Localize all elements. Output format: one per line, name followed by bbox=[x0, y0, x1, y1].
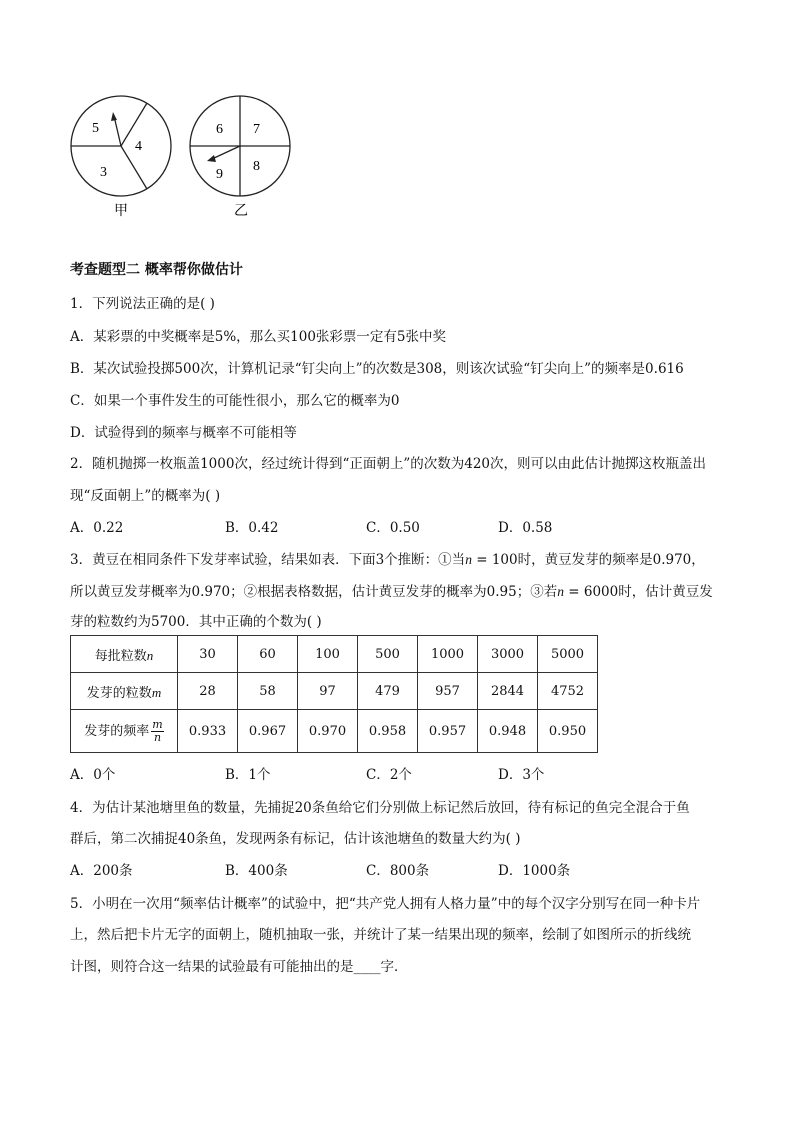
q3-line-2-var: n bbox=[557, 584, 564, 599]
q3-option-a: A．0个 bbox=[70, 767, 116, 783]
spinner-yi-sector-6: 6 bbox=[216, 122, 223, 137]
table-cell: 479 bbox=[358, 673, 418, 710]
q4-line-1: 4．为估计某池塘里鱼的数量，先捕捉20条鱼给它们分别做上标记然后放回，待有标记的鱼完全混合于鱼 bbox=[70, 800, 690, 816]
spinner-jia-pointer bbox=[114, 116, 121, 146]
spinner-jia-sector-4: 4 bbox=[135, 139, 142, 154]
q5-line-1: 5．小明在一次用“频率估计概率”的试验中，把“共产党人拥有人格力量”中的每个汉字分别写在同一种卡片 bbox=[70, 896, 701, 912]
q2-line-1: 2．随机抛掷一枚瓶盖1000次，经过统计得到“正面朝上”的次数为420次，则可以由此估计抛掷这枚瓶盖出 bbox=[70, 456, 707, 472]
q3-option-b: B．1个 bbox=[225, 767, 271, 783]
q1-option-c: C．如果一个事件发生的可能性很小，那么它的概率为0 bbox=[70, 393, 400, 409]
table-cell: 30 bbox=[178, 636, 238, 673]
fraction-m-over-n: $\frac{m}{n}$ bbox=[152, 717, 163, 744]
table-cell: 957 bbox=[418, 673, 478, 710]
q1-option-a: A．某彩票的中奖概率是5%，那么买100张彩票一定有5张中奖 bbox=[70, 329, 447, 345]
table-row bbox=[71, 710, 598, 753]
q4-option-b: B．400条 bbox=[225, 863, 288, 879]
section-title: 考查题型二 概率帮你做估计 bbox=[70, 262, 243, 278]
q1-stem: 1．下列说法正确的是( ) bbox=[70, 296, 215, 312]
spinner-jia bbox=[71, 96, 171, 219]
table-cell: 0.957 bbox=[418, 710, 478, 753]
spinner-yi-sector-8: 8 bbox=[253, 159, 260, 174]
q2-option-b: B．0.42 bbox=[225, 520, 279, 536]
q2-option-c: C．0.50 bbox=[366, 520, 420, 536]
q1-option-b: B．某次试验投掷500次，计算机记录“钉尖向上”的次数是308，则该次试验“钉尖向上”的频率是0.616 bbox=[70, 361, 684, 377]
table-row bbox=[71, 673, 598, 710]
table-cell: 2844 bbox=[478, 673, 538, 710]
q3-line-2-text-b: = 6000时，估计黄豆发 bbox=[563, 584, 713, 600]
q3-line-3: 芽的粒数约为5700．其中正确的个数为( ) bbox=[70, 614, 322, 630]
table-cell: 3000 bbox=[478, 636, 538, 673]
q5-line-2: 上，然后把卡片无字的面朝上，随机抽取一张，并统计了某一结果出现的频率，绘制了如图所示的折线统 bbox=[70, 927, 691, 943]
germination-table bbox=[70, 635, 598, 753]
table-cell: 1000 bbox=[418, 636, 478, 673]
q3-line-1 bbox=[70, 548, 705, 568]
spinner-yi-sector-7: 7 bbox=[253, 122, 260, 137]
spinner-yi-pointer bbox=[212, 146, 240, 159]
table-cell: 28 bbox=[178, 673, 238, 710]
q3-line-1-text-b: = 100时，黄豆发芽的频率是0.970， bbox=[471, 552, 705, 568]
spinner-yi-caption: 乙 bbox=[234, 204, 248, 219]
table-cell: 0.970 bbox=[298, 710, 358, 753]
q3-line-1-var: n bbox=[465, 552, 472, 567]
q4-option-c: C．800条 bbox=[366, 863, 430, 879]
table-cell: 0.958 bbox=[358, 710, 418, 753]
table-cell: 500 bbox=[358, 636, 418, 673]
table-cell: 0.967 bbox=[238, 710, 298, 753]
row-header-frequency: 发芽的频率 $\frac{m}{n}$ bbox=[71, 710, 178, 753]
q2-option-a: A．0.22 bbox=[70, 520, 124, 536]
spinner-jia-sector-5: 5 bbox=[92, 121, 99, 136]
table-cell: 0.948 bbox=[478, 710, 538, 753]
row-header-batch-size: 每批粒数n bbox=[71, 636, 178, 673]
q4-line-2: 群后，第二次捕捉40条鱼，发现两条有标记，估计该池塘鱼的数量大约为( ) bbox=[70, 831, 521, 847]
table-cell: 5000 bbox=[538, 636, 598, 673]
table-cell: 100 bbox=[298, 636, 358, 673]
table-cell: 0.933 bbox=[178, 710, 238, 753]
q3-line-2-text-a: 所以黄豆发芽概率为0.970；②根据表格数据，估计黄豆发芽的概率为0.95；③若 bbox=[70, 584, 558, 600]
spinner-jia-sector-3: 3 bbox=[100, 165, 107, 180]
spinner-yi-sector-9: 9 bbox=[216, 167, 223, 182]
spinner-figures bbox=[0, 0, 794, 230]
q2-option-d: D．0.58 bbox=[498, 520, 553, 536]
q3-line-1-text-a: 3．黄豆在相同条件下发芽率试验，结果如表．下面3个推断：①当 bbox=[70, 552, 466, 568]
q3-option-d: D．3个 bbox=[498, 767, 545, 783]
q4-option-d: D．1000条 bbox=[498, 863, 571, 879]
q2-line-2: 现“反面朝上”的概率为( ) bbox=[70, 488, 221, 504]
table-cell: 4752 bbox=[538, 673, 598, 710]
q5-line-3: 计图，则符合这一结果的试验最有可能抽出的是____字． bbox=[70, 959, 408, 975]
q4-option-a: A．200条 bbox=[70, 863, 133, 879]
row-header-germinated: 发芽的粒数m bbox=[71, 673, 178, 710]
table-row bbox=[71, 636, 598, 673]
q1-option-d: D．试验得到的频率与概率不可能相等 bbox=[70, 425, 297, 441]
table-cell: 0.950 bbox=[538, 710, 598, 753]
spinner-jia-caption: 甲 bbox=[114, 204, 128, 219]
spinner-yi bbox=[190, 96, 290, 219]
q3-option-c: C．2个 bbox=[366, 767, 412, 783]
table-cell: 58 bbox=[238, 673, 298, 710]
q3-line-2 bbox=[70, 580, 713, 600]
table-cell: 97 bbox=[298, 673, 358, 710]
table-cell: 60 bbox=[238, 636, 298, 673]
